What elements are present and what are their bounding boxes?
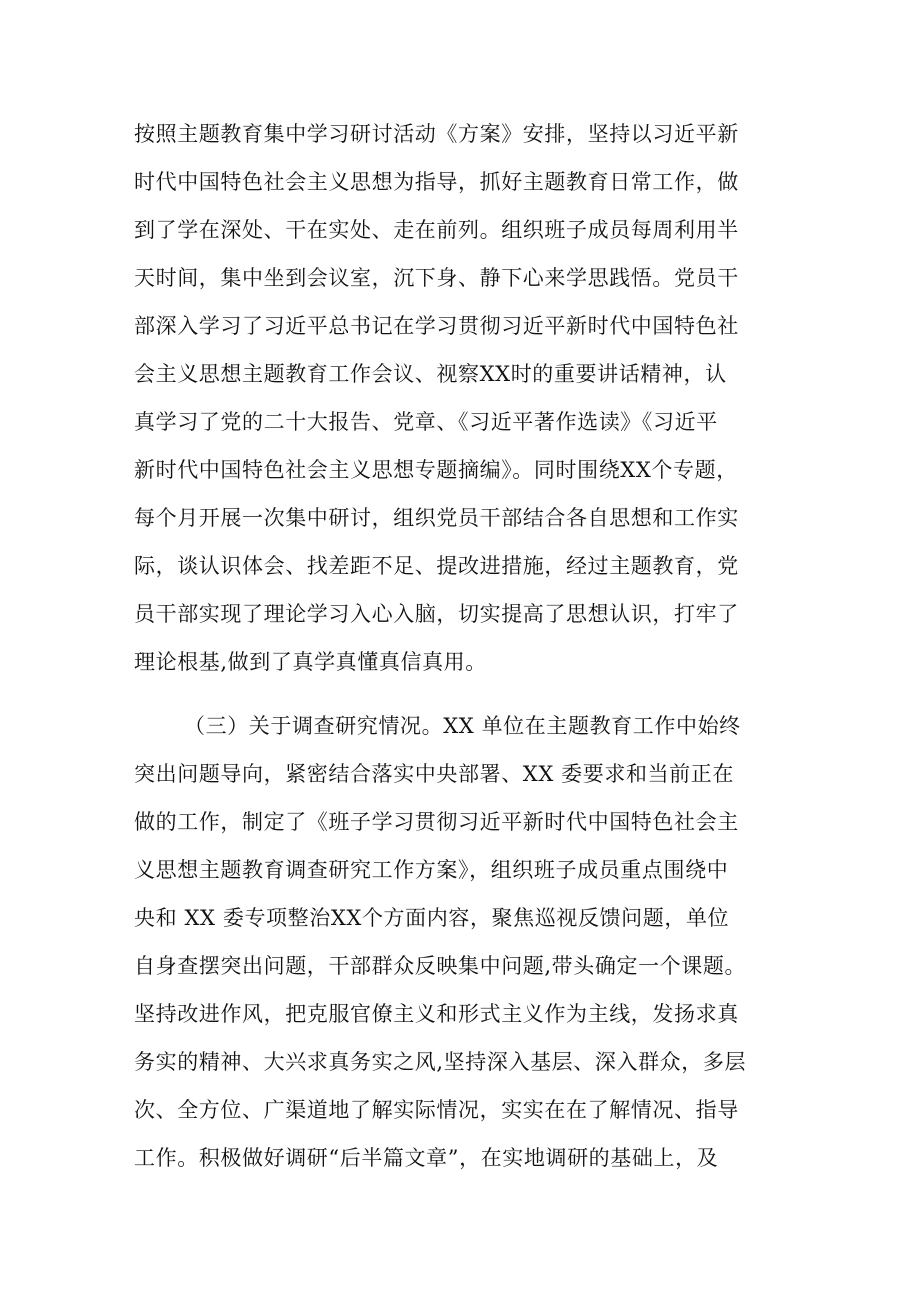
- text-line: 每个月开展一次集中研讨，组织党员干部结合各自思想和工作实: [134, 506, 739, 530]
- text-line: 到了学在深处、干在实处、走在前列。组织班子成员每周利用半: [134, 218, 739, 242]
- text-line: 央和 XX 委专项整治XX个方面内容，聚焦巡视反馈问题，单位: [134, 906, 730, 930]
- text-line: 际，谈认识体会、找差距不足、提改进措施，经过主题教育，党: [134, 554, 739, 578]
- text-line: 天时间，集中坐到会议室，沉下身、静下心来学思践悟。党员干: [134, 266, 739, 290]
- paragraph-gap: [134, 686, 824, 702]
- text-line: 按照主题教育集中学习研讨活动《方案》安排，坚持以习近平新: [134, 122, 739, 146]
- text-line: 自身查摆突出问题，干部群众反映集中问题,带头确定一个课题。: [134, 954, 747, 978]
- text-line: 真学习了党的二十大报告、党章、《习近平著作选读》《习近平: [134, 410, 718, 434]
- text-line: 工作。积极做好调研“后半篇文章”，在实地调研的基础上，及: [134, 1146, 719, 1170]
- text-line: 义思想主题教育调查研究工作方案》，组织班子成员重点围绕中: [134, 858, 729, 882]
- paragraph-study: [134, 110, 824, 686]
- body-text: [134, 110, 824, 1182]
- text-line: 理论根基,做到了真学真懂真信真用。: [134, 650, 487, 674]
- text-line: 次、全方位、广渠道地了解实际情况，实实在在了解情况、指导: [134, 1098, 739, 1122]
- text-line: 做的工作，制定了《班子学习贯彻习近平新时代中国特色社会主: [134, 810, 739, 834]
- text-line: 员干部实现了理论学习入心入脑，切实提高了思想认识，打牢了: [134, 602, 739, 626]
- text-line: 新时代中国特色社会主义思想专题摘编》。同时围绕XX个专题，: [134, 458, 738, 482]
- text-line: 坚持改进作风，把克服官僚主义和形式主义作为主线，发扬求真: [134, 1002, 739, 1026]
- text-line: 务实的精神、大兴求真务实之风,坚持深入基层、深入群众，多层: [134, 1050, 747, 1074]
- text-line: 时代中国特色社会主义思想为指导，抓好主题教育日常工作，做: [134, 170, 739, 194]
- text-line: 会主义思想主题教育工作会议、视察XX时的重要讲话精神，认: [134, 362, 727, 386]
- text-line: 部深入学习了习近平总书记在学习贯彻习近平新时代中国特色社: [134, 314, 739, 338]
- text-line: 突出问题导向，紧密结合落实中央部署、XX 委要求和当前正在: [134, 762, 734, 786]
- paragraph-research: [134, 702, 824, 1182]
- section-heading-line: （三）关于调查研究情况。XX 单位在主题教育工作中始终: [184, 714, 741, 738]
